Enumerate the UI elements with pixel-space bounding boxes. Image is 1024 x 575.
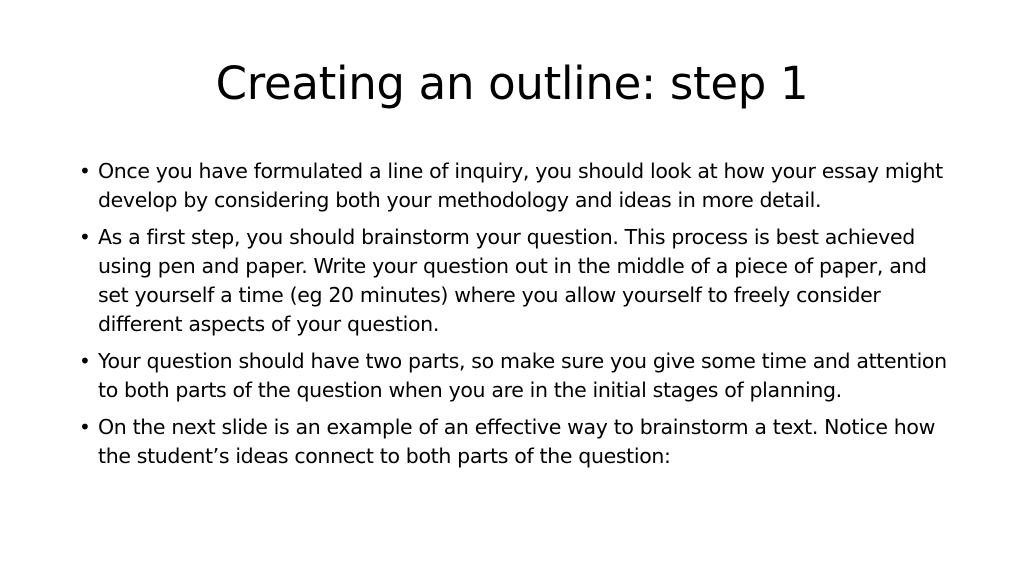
bullet-text: Once you have formulated a line of inquiry, you should look at how your essay might develop by considering both your methodology and ideas in more detail. bbox=[98, 159, 943, 212]
bullet-item bbox=[76, 347, 956, 405]
bullet-marker: • bbox=[79, 415, 91, 439]
bullet-item bbox=[76, 223, 956, 339]
bullet-item bbox=[76, 413, 956, 471]
bullet-text: Your question should have two parts, so make sure you give some time and attention to both parts of the question when you are in the initial stages of planning. bbox=[98, 349, 947, 402]
slide-title: Creating an outline: step 1 bbox=[215, 57, 809, 110]
bullet-marker: • bbox=[79, 349, 91, 373]
bullet-text: As a first step, you should brainstorm your question. This process is best achieved using pen and paper. Write your question out in the middle of a piece of paper, and set yourself a time (eg 20 minutes) where you allow yourself to freely consider different aspects of your question. bbox=[98, 225, 927, 336]
bullet-text: On the next slide is an example of an effective way to brainstorm a text. Notice how the student’s ideas connect to both parts of the question: bbox=[98, 415, 935, 468]
bullet-marker: • bbox=[79, 159, 91, 183]
bullet-marker: • bbox=[79, 225, 91, 249]
bullet-list bbox=[76, 157, 956, 479]
bullet-item bbox=[76, 157, 956, 215]
